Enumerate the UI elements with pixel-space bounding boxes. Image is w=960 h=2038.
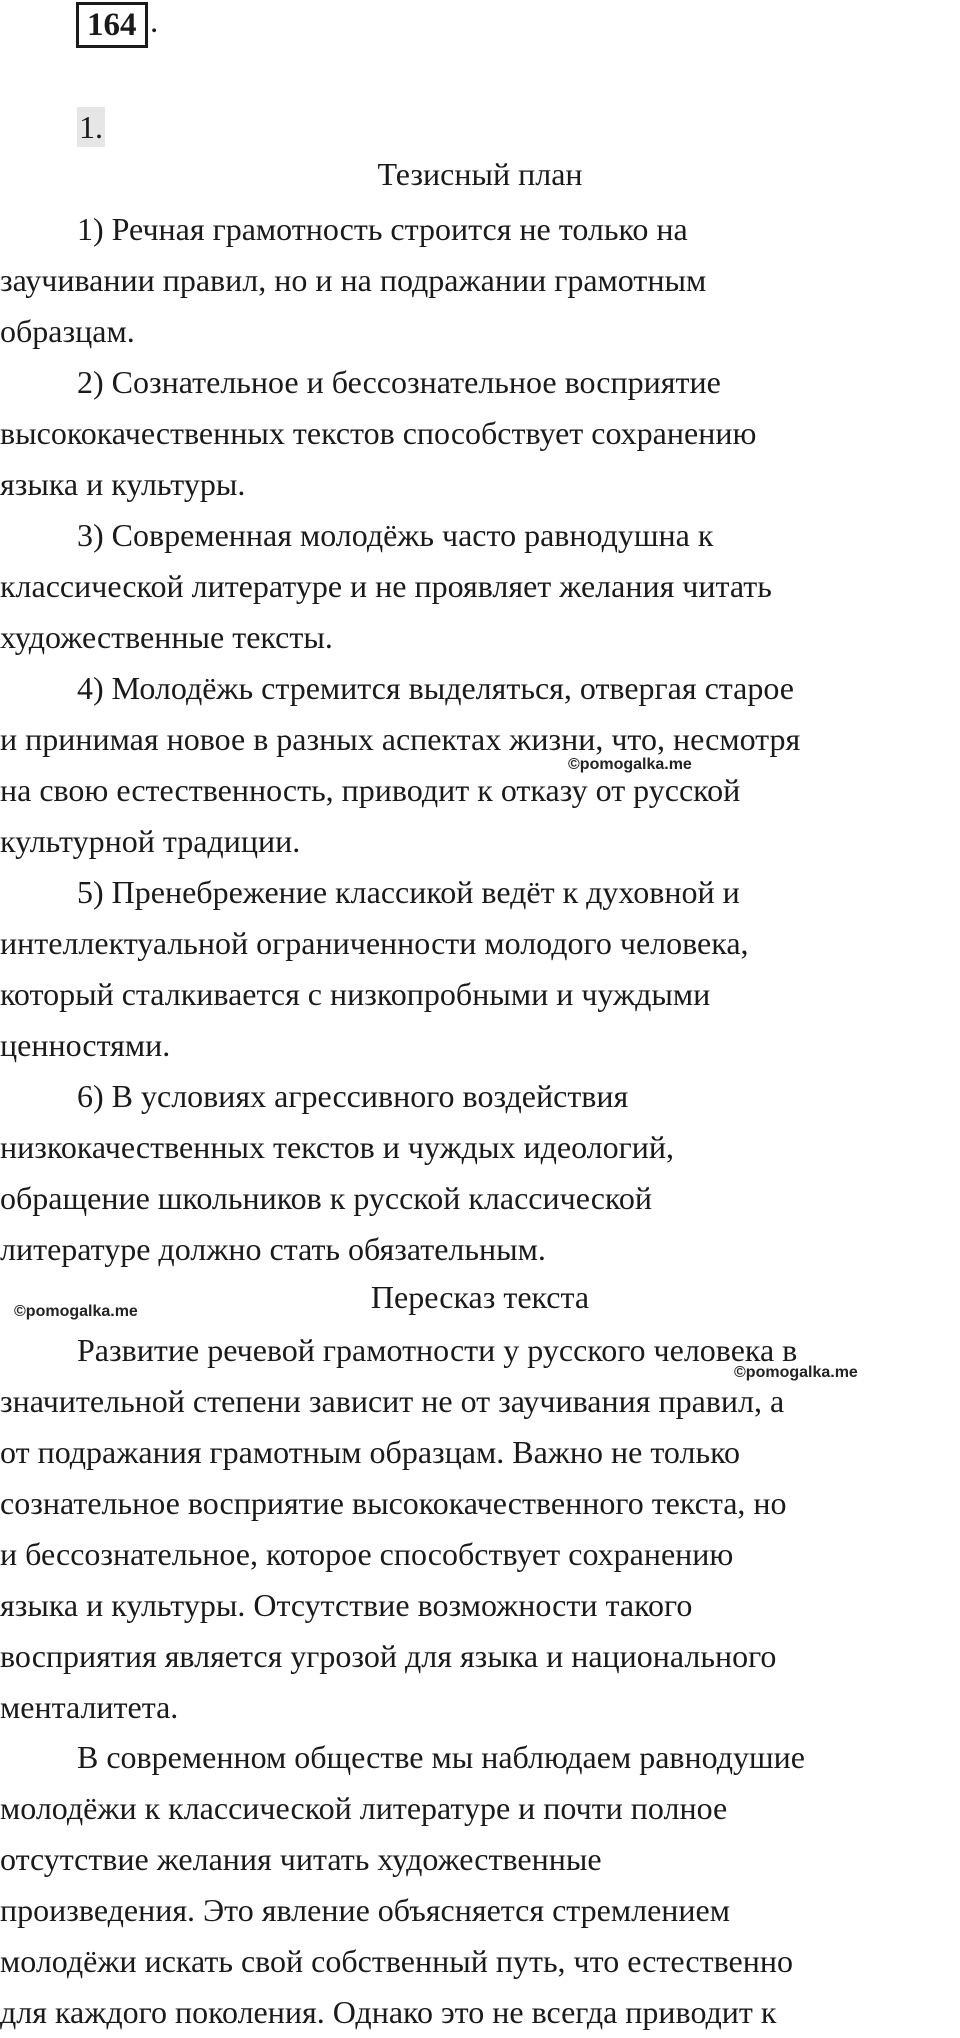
text-line: низкокачественных текстов и чуждых идеологий,: [0, 1129, 674, 1165]
text-line: 6) В условиях агрессивного воздействия: [77, 1078, 629, 1114]
text-line: культурной традиции.: [0, 823, 301, 859]
watermark: ©pomogalka.me: [14, 1303, 138, 1320]
text-line: образцам.: [0, 313, 135, 349]
text-line: сознательное восприятие высококачественного текста, но: [0, 1485, 787, 1521]
plan-item: [0, 204, 960, 357]
watermark: ©pomogalka.me: [568, 756, 692, 773]
text-line: обращение школьников к русской классической: [0, 1180, 652, 1216]
retelling-title: Пересказ текста: [370, 1279, 590, 1315]
text-line: 4) Молодёжь стремится выделяться, отвергая старое: [77, 670, 794, 706]
text-line: 1) Речная грамотность строится не только на: [77, 211, 688, 247]
task-number: 1.: [79, 109, 103, 145]
text-line: и принимая новое в разных аспектах жизни, что, несмотря: [0, 721, 801, 757]
plan-item: [0, 357, 960, 510]
text-line: молодёжи искать свой собственный путь, что естественно: [0, 1943, 793, 1979]
text-line: 2) Сознательное и бессознательное восприятие: [77, 364, 721, 400]
text-line: классической литературе и не проявляет желания читать: [0, 568, 772, 604]
plan-item: [0, 510, 960, 663]
exercise-number: 164: [76, 2, 148, 48]
plan-item: [0, 867, 960, 1071]
text-line: от подражания грамотным образцам. Важно не только: [0, 1434, 740, 1470]
text-line: литературе должно стать обязательным.: [0, 1231, 546, 1267]
exercise-number-dot: .: [150, 4, 159, 40]
text-line: значительной степени зависит не от заучивания правил, а: [0, 1383, 785, 1419]
text-line: который сталкивается с низкопробными и чуждыми: [0, 976, 711, 1012]
text-line: менталитета.: [0, 1689, 179, 1725]
text-line: отсутствие желания читать художественные: [0, 1841, 602, 1877]
retelling-paragraph: [0, 1732, 960, 2038]
plan-item: [0, 663, 960, 867]
text-line: 3) Современная молодёжь часто равнодушна к: [77, 517, 714, 553]
text-line: языка и культуры. Отсутствие возможности такого: [0, 1587, 693, 1623]
text-line: языка и культуры.: [0, 466, 246, 502]
plan-item: [0, 1071, 960, 1275]
text-line: художественные тексты.: [0, 619, 333, 655]
retelling-paragraph: [0, 1325, 960, 1733]
text-line: для каждого поколения. Однако это не всегда приводит к: [0, 1994, 777, 2030]
text-line: высококачественных текстов способствует сохранению: [0, 415, 757, 451]
watermark: ©pomogalka.me: [734, 1364, 858, 1381]
text-line: В современном обществе мы наблюдаем равнодушие: [77, 1739, 805, 1775]
text-line: молодёжи к классической литературе и почти полное: [0, 1790, 728, 1826]
text-line: интеллектуальной ограниченности молодого человека,: [0, 925, 749, 961]
text-line: Развитие речевой грамотности у русского человека в: [77, 1332, 798, 1368]
text-line: восприятия является угрозой для языка и национального: [0, 1638, 777, 1674]
text-line: 5) Пренебрежение классикой ведёт к духовной и: [77, 874, 740, 910]
text-line: ценностями.: [0, 1027, 171, 1063]
text-line: на свою естественность, приводит к отказу от русской: [0, 772, 741, 808]
text-line: заучивании правил, но и на подражании грамотным: [0, 262, 707, 298]
text-line: и бессознательное, которое способствует сохранению: [0, 1536, 734, 1572]
plan-title: Тезисный план: [377, 156, 583, 192]
text-line: произведения. Это явление объясняется стремлением: [0, 1892, 730, 1928]
